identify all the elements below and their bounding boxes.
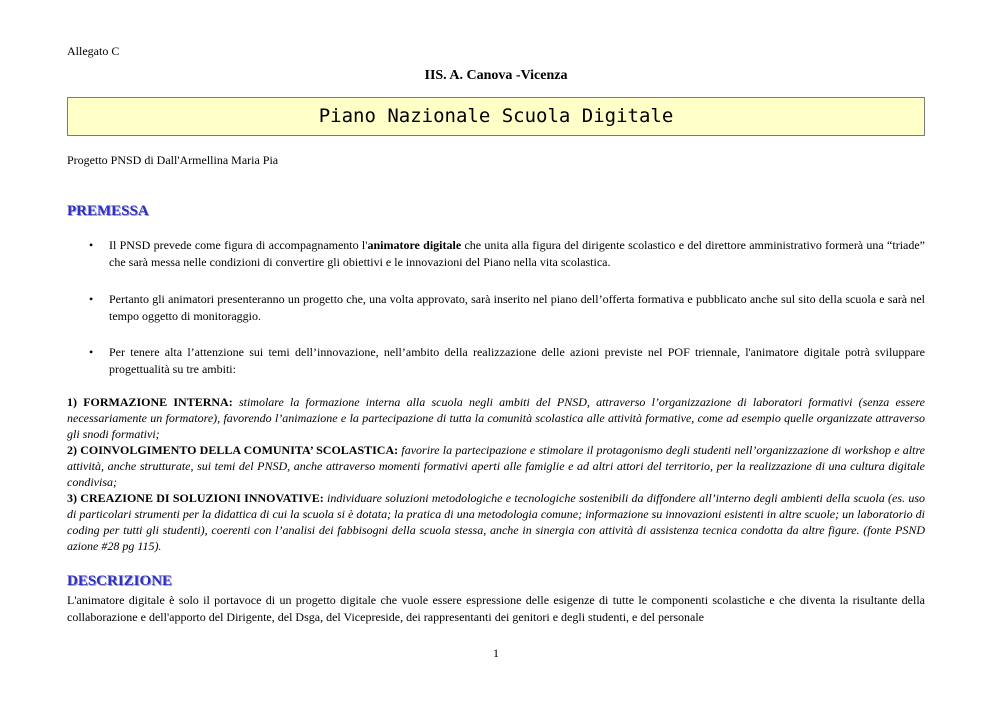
allegato-label: Allegato C [67, 44, 120, 58]
area-title: 3) CREAZIONE DI SOLUZIONI INNOVATIVE: [67, 491, 324, 505]
list-item: • Pertanto gli animatori presenteranno un progetto che, una volta approvato, sarà inserito nel piano dell’offerta formativa e pubblicato anche sul sito della scuola e sarà nel tempo oggetto di monitoraggio. [89, 292, 925, 323]
area-item [67, 394, 925, 442]
bullet-icon: • [89, 292, 94, 306]
list-item: • Il PNSD prevede come figura di accompagnamento l'animatore digitale che unita alla figura del dirigente scolastico e del direttore amministrativo formerà una “triade” che sarà messa nelle condizioni di convertire gli obiettivi e le innovazioni del Piano nella vita scolastica. [89, 238, 926, 269]
bullet-icon: • [89, 345, 94, 359]
premessa-heading: PREMESSA [67, 203, 149, 219]
area-text: favorire la partecipazione e stimolare il protagonismo degli studenti nell’organizzazione di workshop e altre attività, anche strutturate, sui temi del PNSD, anche attraverso momenti formativi aperti alle famiglie e ad altri attori del territorio, per la realizzazione di una cultura digitale condivisa; [67, 443, 926, 489]
premessa-bullet-list-1 [67, 237, 925, 271]
areas-section [67, 394, 925, 554]
premessa-bullet-list-2 [67, 291, 925, 325]
area-item [67, 442, 925, 490]
animatore-digitale-bold: animatore digitale [367, 238, 462, 252]
project-author: Progetto PNSD di Dall'Armellina Maria Pia [67, 153, 279, 167]
premessa-bullet-list-3 [67, 344, 925, 378]
bullet-icon: • [89, 238, 94, 252]
descrizione-text: L'animatore digitale è solo il portavoce di un progetto digitale che vuole essere espressione delle esigenze di tutte le componenti scolastiche e che diventa la risultante della collaborazione e dell'apporto del Dirigente, del Dsga, del Vicepreside, dei rappresentanti dei genitori e degli studenti, e del personale [67, 593, 925, 624]
area-text: stimolare la formazione interna alla scuola negli ambiti del PNSD, attraverso l’organizzazione di laboratori formativi (senza essere necessariamente un formatore), favorendo l’animazione e la partecipazione di tutta la comunità scolastica alle attività formative, come ad esempio quelle organizzate attraverso gli snodi formativi; [67, 395, 926, 441]
school-name: IIS. A. Canova -Vicenza [424, 68, 568, 83]
list-item: • Per tenere alta l’attenzione sui temi dell’innovazione, nell’ambito della realizzazione delle azioni previste nel POF triennale, l'animatore digitale potrà sviluppare progettualità su tre ambiti: [89, 345, 925, 376]
area-title: 1) FORMAZIONE INTERNA: [67, 395, 233, 409]
page-number: 1 [493, 646, 499, 660]
area-item [67, 490, 925, 554]
descrizione-heading: DESCRIZIONE [67, 573, 173, 589]
area-text: individuare soluzioni metodologiche e tecnologiche sostenibili da diffondere all’interno degli ambienti della scuola (es. uso di particolari strumenti per la didattica di cui la scuola si è dotata; la pratica di una metodologia comune; informazione su innovazioni esistenti in altre scuole; un laboratorio di coding per tutti gli studenti), coerenti con l’analisi dei fabbisogni della scuola stessa, anche in sinergia con attività di assistenza tecnica condotta da altre figure. (fonte PSND azione #28 pg 115). [67, 491, 925, 553]
area-title: 2) COINVOLGIMENTO DELLA COMUNITA’ SCOLASTICA: [67, 443, 399, 457]
document-title: Piano Nazionale Scuola Digitale [67, 97, 925, 136]
